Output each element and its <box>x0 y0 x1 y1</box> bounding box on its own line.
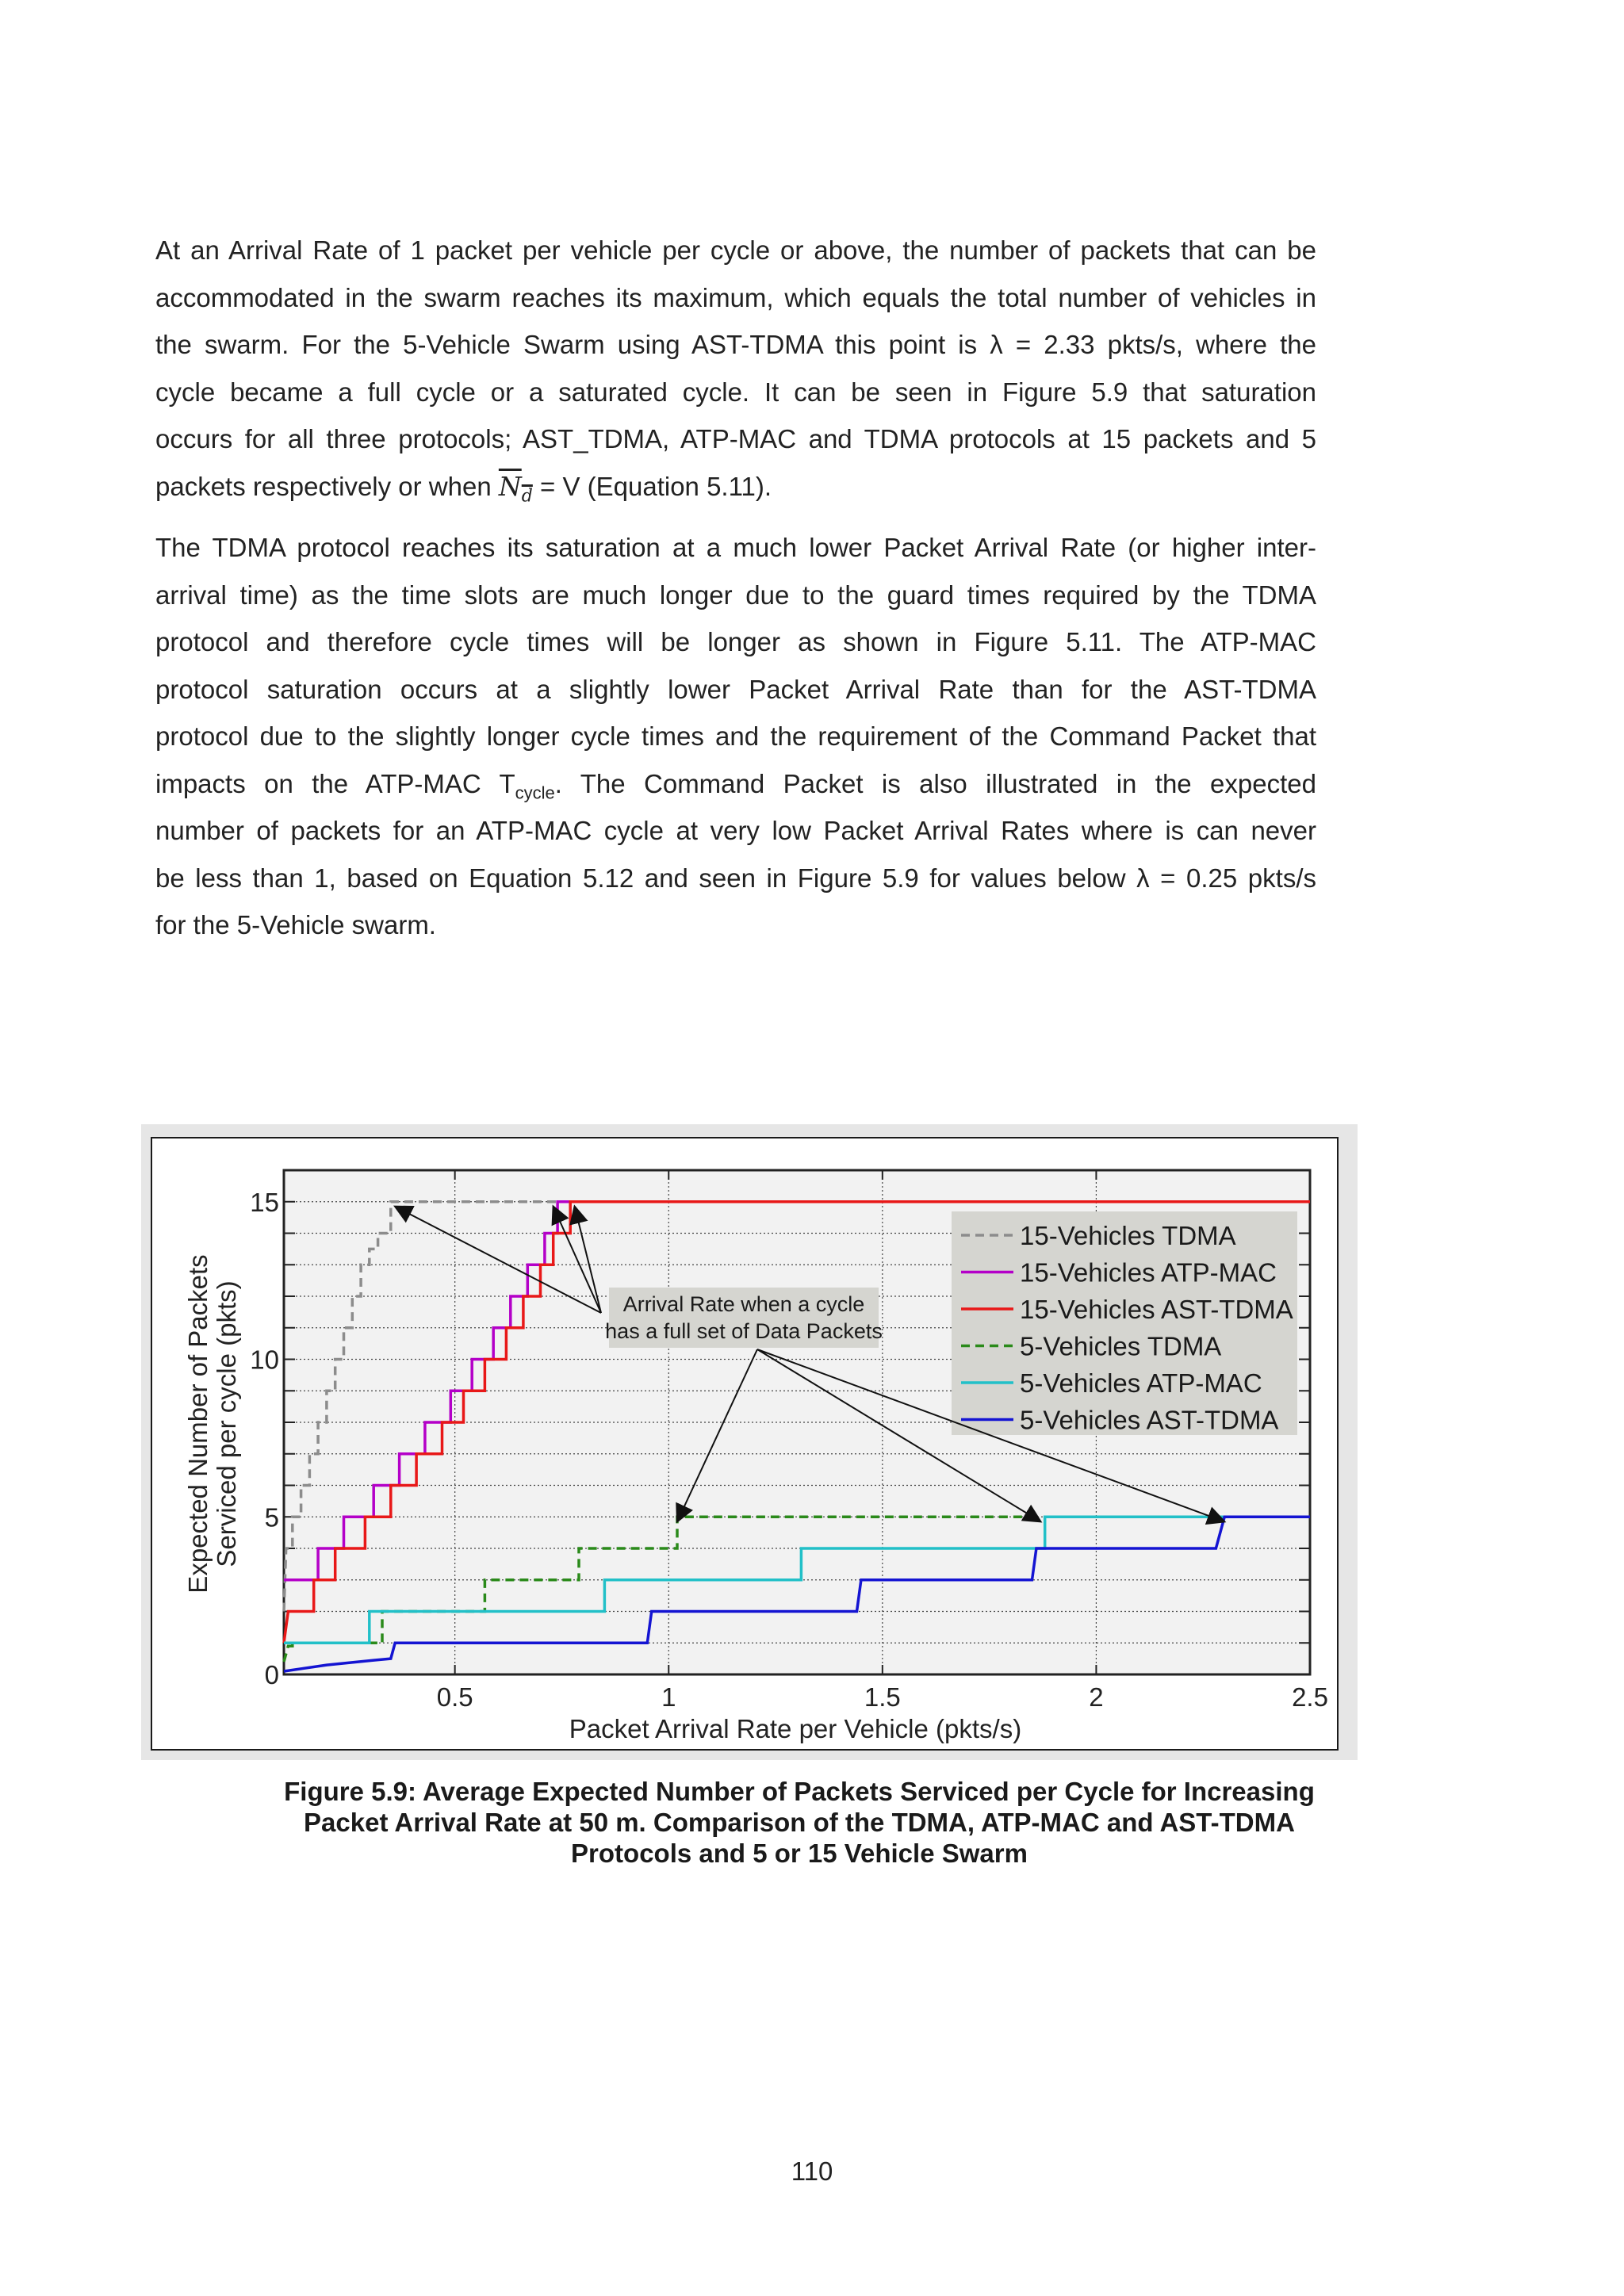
last-line-before: packets respectively or when <box>155 471 499 501</box>
caption-line: Protocols and 5 or 15 Vehicle Swarm <box>571 1839 1028 1868</box>
caption-line: Figure 5.9: Average Expected Number of Packets Serviced per Cycle for Increasing <box>284 1777 1315 1806</box>
annotation-text: Arrival Rate when a cycle <box>622 1292 865 1316</box>
paragraph-2-line: number of packets for an ATP-MAC cycle at very low Packet Arrival Rates where is can never <box>155 816 1316 845</box>
tcycle-subscript: cycle <box>515 783 555 803</box>
y-axis-label: Serviced per cycle (pkts) <box>212 1280 241 1567</box>
legend-label: 5-Vehicles TDMA <box>1020 1331 1222 1361</box>
x-tick-label: 1.5 <box>864 1682 901 1712</box>
paragraph-1-line: the swarm. For the 5-Vehicle Swarm using AST-TDMA this point is λ = 2.33 pkts/s, where the <box>155 330 1316 359</box>
nd-main: N <box>498 470 522 502</box>
x-tick-label: 2.5 <box>1292 1682 1328 1712</box>
paragraph-1-line: cycle became a full cycle or a saturated cycle. It can be seen in Figure 5.9 that saturation <box>155 377 1316 407</box>
paragraph-2-line: for the 5-Vehicle swarm. <box>155 910 436 939</box>
paragraph-2-line: protocol and therefore cycle times will be longer as shown in Figure 5.11. The ATP-MAC <box>155 627 1316 656</box>
page-number: 110 <box>791 2156 833 2186</box>
paragraph-2-line: protocol due to the slightly longer cycle times and the requirement of the Command Packet that <box>155 721 1316 751</box>
paragraph-1-line: accommodated in the swarm reaches its maximum, which equals the total number of vehicles in <box>155 282 1316 312</box>
tcycle-before: impacts on the ATP-MAC T <box>155 768 515 798</box>
figure-caption <box>155 1776 1443 1869</box>
caption-line: Packet Arrival Rate at 50 m. Comparison of the TDMA, ATP-MAC and AST-TDMA <box>304 1808 1295 1837</box>
x-tick-label: 0.5 <box>436 1682 473 1712</box>
paragraph-1-line: At an Arrival Rate of 1 packet per vehicle per cycle or above, the number of packets that can be <box>155 235 1316 265</box>
paragraph-2-line: be less than 1, based on Equation 5.12 and seen in Figure 5.9 for values below λ = 0.25 pkts/s <box>155 863 1316 893</box>
legend-label: 15-Vehicles TDMA <box>1020 1221 1236 1250</box>
x-tick-label: 1 <box>661 1682 676 1712</box>
y-tick-label: 5 <box>264 1502 279 1533</box>
paragraph-2-line: arrival time) as the time slots are much longer due to the guard times required by the TDMA <box>155 580 1316 610</box>
paragraph-2-line: The TDMA protocol reaches its saturation at a much lower Packet Arrival Rate (or higher inter- <box>155 533 1316 562</box>
annotation-text: has a full set of Data Packets <box>605 1319 883 1343</box>
y-tick-label: 10 <box>250 1345 279 1375</box>
last-line-after: = V (Equation 5.11). <box>532 471 772 501</box>
legend-label: 15-Vehicles ATP-MAC <box>1020 1257 1277 1288</box>
legend-label: 5-Vehicles AST-TDMA <box>1020 1405 1279 1435</box>
x-axis-label: Packet Arrival Rate per Vehicle (pkts/s) <box>569 1714 1022 1743</box>
legend-label: 15-Vehicles AST-TDMA <box>1020 1295 1293 1324</box>
nd-subscript: d <box>521 486 533 507</box>
tcycle-after: . The Command Packet is also illustrated in the expected <box>554 768 1316 798</box>
y-tick-label: 15 <box>250 1187 279 1217</box>
y-tick-label: 0 <box>264 1660 279 1689</box>
legend-label: 5-Vehicles ATP-MAC <box>1020 1368 1262 1398</box>
paragraph-2-line: protocol saturation occurs at a slightly lower Packet Arrival Rate than for the AST-TDMA <box>155 674 1316 704</box>
x-tick-label: 2 <box>1089 1682 1104 1712</box>
paragraph-1-line: occurs for all three protocols; AST_TDMA, ATP-MAC and TDMA protocols at 15 packets and 5 <box>155 424 1316 453</box>
y-axis-label: Expected Number of Packets <box>183 1254 213 1594</box>
